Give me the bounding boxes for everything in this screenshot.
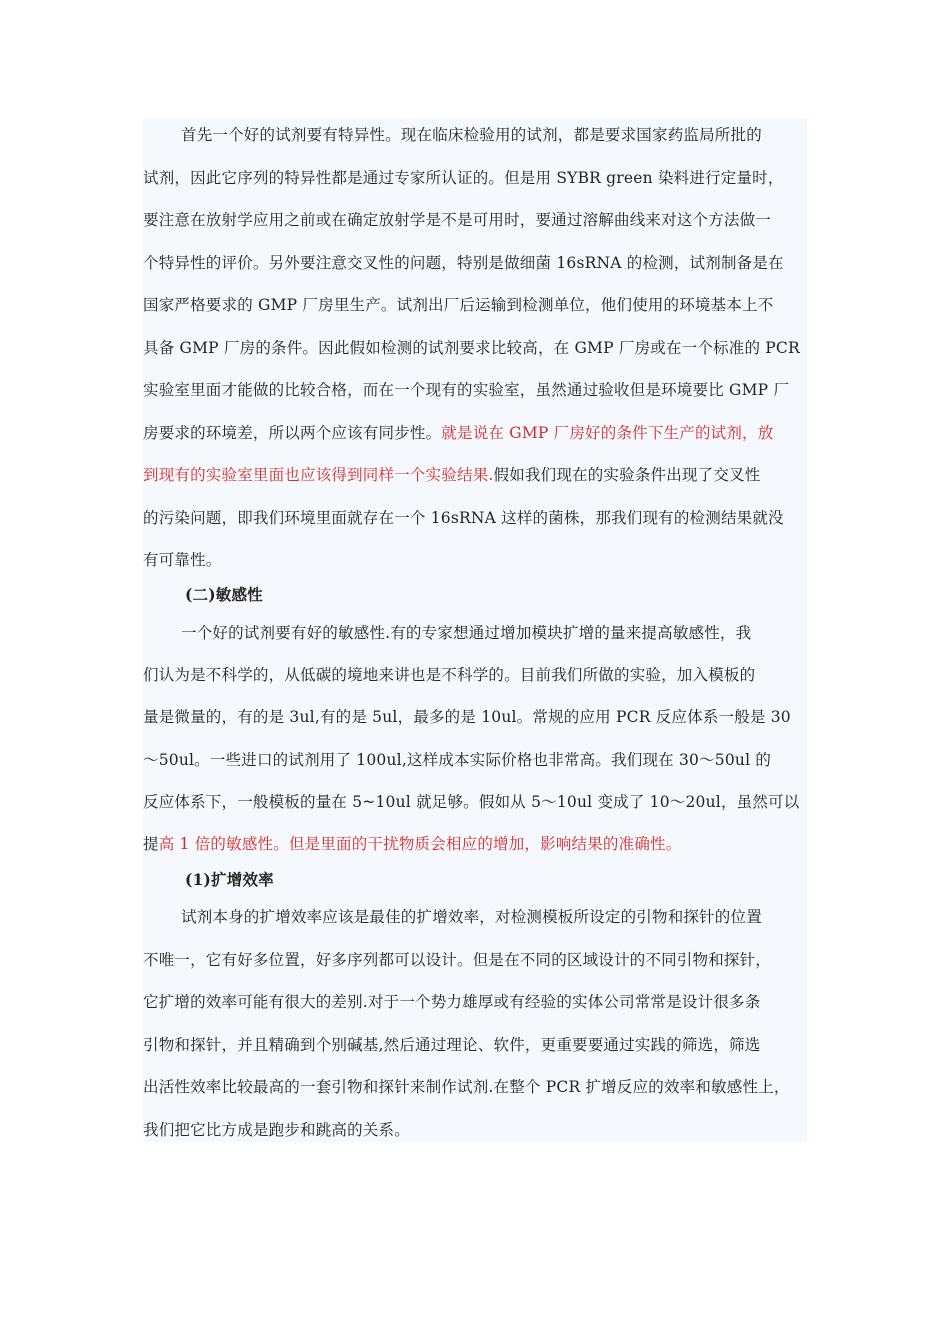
paragraph-line <box>143 460 823 490</box>
paragraph-text: 房要求的环境差，所以两个应该有同步性。 <box>143 424 442 442</box>
paragraph-line: 试剂本身的扩增效率应该是最佳的扩增效率，对检测模板所设定的引物和探针的位置 <box>181 908 762 926</box>
paragraph-line: 一个好的试剂要有好的敏感性.有的专家想通过增加模块扩增的量来提高敏感性，我 <box>181 624 752 642</box>
paragraph-line: 的污染问题，即我们环境里面就存在一个 16sRNA 这样的菌株，那我们现有的检测结果就没 <box>143 509 784 527</box>
paragraph-line <box>143 829 823 859</box>
paragraph-line: 有可靠性。 <box>143 551 222 569</box>
paragraph-line: 试剂，因此它序列的特异性都是通过专家所认证的。但是用 SYBR green 染料进行定量时， <box>143 169 784 187</box>
paragraph-line: 要注意在放射学应用之前或在确定放射学是不是可用时，要通过溶解曲线来对这个方法做一 <box>143 211 772 229</box>
paragraph-line: 国家严格要求的 GMP 厂房里生产。试剂出厂后运输到检测单位，他们使用的环境基本上不 <box>143 296 774 314</box>
paragraph-text: 提 <box>143 835 159 853</box>
paragraph-line: 反应体系下，一般模板的量在 5~10ul 就足够。假如从 5～10ul 变成了 10～20ul，虽然可以 <box>143 793 800 811</box>
highlighted-text: 高 1 倍的敏感性。但是里面的干扰物质会相应的增加，影响结果的准确性。 <box>158 835 682 853</box>
section-heading-amplification-efficiency: (1)扩增效率 <box>185 870 274 889</box>
paragraph-line: 个特异性的评价。另外要注意交叉性的问题，特别是做细菌 16sRNA 的检测，试剂制备是在 <box>143 254 784 272</box>
highlighted-text: 到现有的实验室里面也应该得到同样一个实验结果. <box>143 466 494 484</box>
section-heading-sensitivity: (二)敏感性 <box>185 585 263 604</box>
paragraph-line: 首先一个好的试剂要有特异性。现在临床检验用的试剂，都是要求国家药监局所批的 <box>181 126 762 144</box>
paragraph-line <box>143 418 823 448</box>
paragraph-line: 们认为是不科学的，从低碳的境地来讲也是不科学的。目前我们所做的实验，加入模板的 <box>143 666 756 684</box>
paragraph-line: 引物和探针，并且精确到个别碱基,然后通过理论、软件，更重要要通过实践的筛选，筛选 <box>143 1036 761 1054</box>
paragraph-line: 它扩增的效率可能有很大的差别.对于一个势力雄厚或有经验的实体公司常常是设计很多条 <box>143 993 761 1011</box>
paragraph-line: ～50ul。一些进口的试剂用了 100ul,这样成本实际价格也非常高。我们现在 30～50ul 的 <box>143 751 772 769</box>
paragraph-line: 不唯一，它有好多位置，好多序列都可以设计。但是在不同的区域设计的不同引物和探针， <box>143 951 772 969</box>
highlighted-text: 就是说在 GMP 厂房好的条件下生产的试剂，放 <box>441 424 774 442</box>
paragraph-line: 出活性效率比较最高的一套引物和探针来制作试剂.在整个 PCR 扩增反应的效率和敏感性上， <box>143 1078 790 1096</box>
paragraph-line: 具备 GMP 厂房的条件。因此假如检测的试剂要求比较高，在 GMP 厂房或在一个标准的 PCR <box>143 339 800 357</box>
paragraph-line: 量是微量的，有的是 3ul,有的是 5ul，最多的是 10ul。常规的应用 PCR 反应体系一般是 30 <box>143 708 791 726</box>
paragraph-text: 假如我们现在的实验条件出现了交叉性 <box>493 466 761 484</box>
paragraph-line: 实验室里面才能做的比较合格，而在一个现有的实验室，虽然通过验收但是环境要比 GMP 厂 <box>143 381 790 399</box>
paragraph-line: 我们把它比方成是跑步和跳高的关系。 <box>143 1121 410 1139</box>
